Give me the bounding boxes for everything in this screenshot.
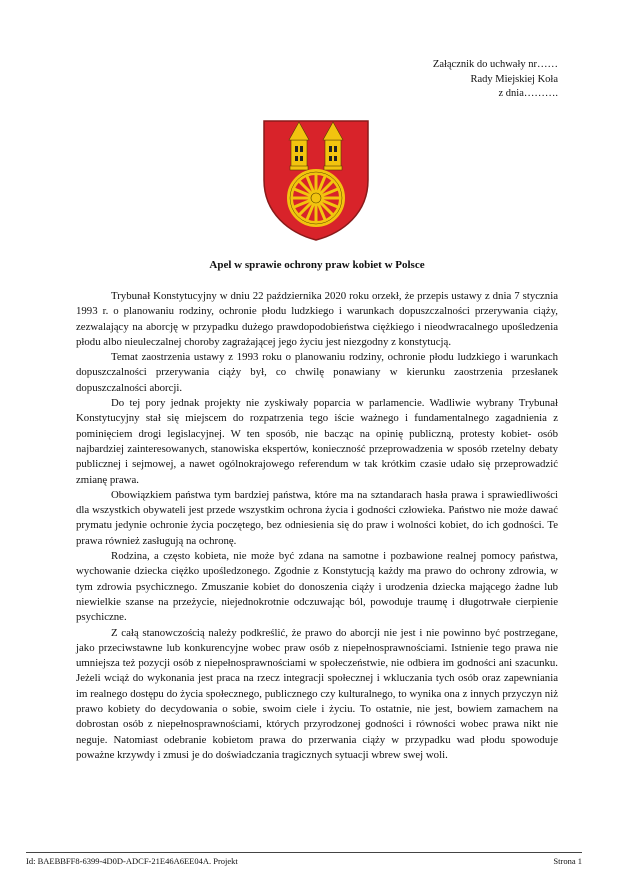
paragraph-3: Do tej pory jednak projekty nie zyskiwały poparcia w parlamencie. Wadliwie wybrany Trybunał Konstytucyjny stał się miejscem do rozpatrzenia tego iście ważnego i fundamentalnego zagadnienia z pominięciem drogi legislacyjnej. W ten sposób, nie bacząc na opinię publiczną, protesty kobiet- osób najbardziej zainteresowanych, stanowiska ekspertów, konieczność przeprowadzenia w sposób rzetelny debaty publicznej i sejmowej, a nawet ogólnokrajowego referendum w tak krótkim czasie udało się przeprowadzić zmianę prawa. <box>76 397 558 486</box>
coat-of-arms-icon <box>261 118 371 243</box>
attachment-note-line-2: Rady Miejskiej Koła <box>470 73 558 85</box>
attachment-note-line-1: Załącznik do uchwały nr…… <box>432 59 558 70</box>
paragraph-5: Rodzina, a często kobieta, nie może być zdana na samotne i pozbawione realnej pomocy państwa, wychowanie dziecka ciężko upośledzonego. Zgodnie z Konstytucją każdy ma prawo do ochrony zdrowia, w tym zdrowia psychicznego. Zmuszanie kobiet do donoszenia ciąży i urodzenia dziecka mającego żadne lub niewielkie szanse na przeżycie, niejednokrotnie odczuwając ból, powoduje traumę i długotrwałe cierpienie psychiczne. <box>76 550 558 624</box>
document-title: Apel w sprawie ochrony praw kobiet w Polsce <box>209 259 425 271</box>
document-id: Id: BAEBBFF8-6399-4D0D-ADCF-21E46A6EE04A. Projekt <box>26 856 238 866</box>
page-number: Strona 1 <box>553 856 582 866</box>
paragraph-4: Obowiązkiem państwa tym bardziej państwa, które ma na sztandarach hasła prawa i sprawiedliwości dla wszystkich obywateli jest przede wszystkim ochrona życia i godności człowieka. Państwo nie może dawać prymatu jedynie ochronie życia poczętego, bez odniesienia się do praw i wolności kobiet, do ich godności. Te prawa również zasługują na ochronę. <box>76 488 558 547</box>
paragraph-1: Trybunał Konstytucyjny w dniu 22 października 2020 roku orzekł, że przepis ustawy z dnia 7 stycznia 1993 r. o planowaniu rodziny, ochronie płodu ludzkiego i warunkach dopuszczalności przerywania ciąży, zezwalający na aborcję w przypadku dużego prawdopodobieństwa ciężkiego i nieodwracalnego upośledzenia płodu albo nieuleczalnej choroby zagrażającej jego życiu jest niezgodny z konstytucją. <box>76 290 558 348</box>
footer-divider <box>26 852 582 853</box>
paragraph-6: Z całą stanowczością należy podkreślić, że prawo do aborcji nie jest i nie powinno być postrzegane, jako przeciwstawne lub konkurencyjne wobec praw osób z niepełnosprawnościami. Istnienie tego prawa nie umniejsza też pozycji osób z niepełnosprawnościami w społeczeństwie, nie odbiera im godności ani szacunku. Jeżeli wciąż do wykonania jest praca na rzecz integracji społecznej i wkluczania tych osób oraz zapewniania im realnego dostępu do życia społecznego, publicznego czy kulturalnego, to wynika ona z innych przyczyn niż prawo kobiety do decydowania o sobie, swoim ciele i życiu. To ostatnie, nie jest, bowiem zamachem na dobrostan osób z niepełnosprawnościami, których przyrodzonej godności i równości wobec prawa nikt nie neguje. Natomiast odebranie kobietom prawa do przerwania ciąży w przypadku wad płodu spowoduje poważne krzywdy i zmusi je do doświadczania tragicznych sytuacji wbrew swej woli. <box>76 626 558 761</box>
attachment-note-line-3: z dnia………. <box>498 88 558 99</box>
page-footer <box>26 856 582 866</box>
document-body <box>76 289 558 763</box>
paragraph-2: Temat zaostrzenia ustawy z 1993 roku o planowaniu rodziny, ochronie płodu ludzkiego i warunkach dopuszczalności przerywania ciąży był, co chwilę ponawiany w kierunku zaostrzenia przesłanek dopuszczalności aborcji. <box>76 351 558 394</box>
attachment-note <box>358 58 558 102</box>
